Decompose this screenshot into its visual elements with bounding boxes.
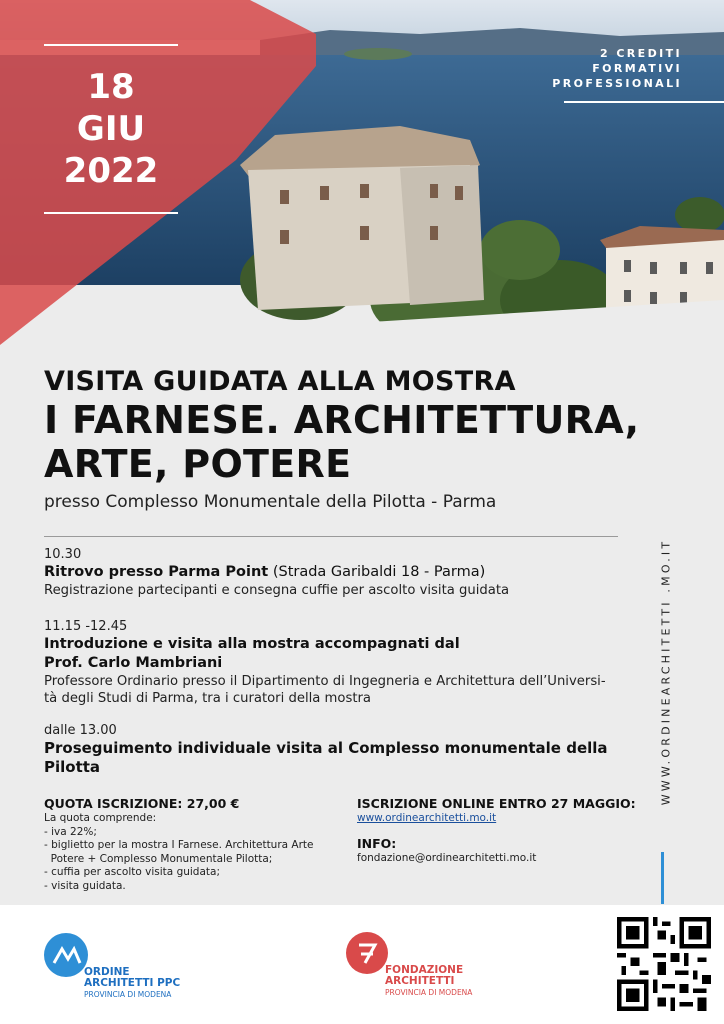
fee-intro: La quota comprende:	[44, 812, 157, 824]
credits-label	[552, 46, 682, 91]
program-title: Ritrovo presso Parma Point	[44, 564, 269, 580]
program-item	[44, 618, 629, 707]
registration-link[interactable]: www.ordinearchitetti.mo.it	[357, 812, 497, 824]
program-desc: tà degli Studi di Parma, tra i curatori della mostra	[44, 691, 372, 706]
venue: presso Complesso Monumentale della Pilotta - Parma	[44, 492, 497, 512]
fee-item: Potere + Complesso Monumentale Pilotta;	[44, 852, 273, 865]
pre-title: VISITA GUIDATA ALLA MOSTRA	[44, 366, 516, 397]
fee-item: - iva 22%;	[44, 825, 97, 838]
fondazione-line3: PROVINCIA DI MODENA	[385, 988, 473, 997]
ordine-line1: ORDINE	[84, 966, 130, 978]
fee-section	[44, 796, 334, 893]
program-desc: Registrazione partecipanti e consegna cuffie per ascolto visita guidata	[44, 583, 510, 598]
divider	[44, 536, 618, 537]
program-time: 10.30	[44, 547, 82, 562]
fondazione-line1: FONDAZIONE	[385, 964, 464, 976]
credits-line: FORMATIVI	[592, 62, 682, 75]
registration-heading: ISCRIZIONE ONLINE ENTRO 27 MAGGIO:	[357, 796, 636, 811]
credits-rule	[564, 101, 724, 103]
fondazione-line2: ARCHITETTI	[385, 975, 455, 987]
vertical-website-text: WWW.ORDINEARCHITETTI .MO.IT	[659, 538, 673, 806]
vertical-website	[656, 512, 676, 832]
credits-line: PROFESSIONALI	[552, 77, 682, 90]
info-email[interactable]: fondazione@ordinearchitetti.mo.it	[357, 851, 537, 864]
qr-code[interactable]	[617, 917, 711, 1011]
info-heading: INFO:	[357, 835, 397, 851]
accent-bar	[661, 852, 664, 904]
fee-item: - visita guidata.	[44, 879, 126, 892]
program-title: Proseguimento individuale visita al Complesso monumentale della Pilotta	[44, 739, 608, 776]
program-title: Introduzione e visita alla mostra accompagnati dal	[44, 636, 460, 652]
ordine-logo-text	[84, 967, 180, 1000]
event-date	[44, 44, 178, 214]
program-title-extra: (Strada Garibaldi 18 - Parma)	[268, 564, 486, 580]
date-day: 18	[87, 67, 135, 107]
program-time: dalle 13.00	[44, 723, 117, 738]
program-desc: Professore Ordinario presso il Dipartimento di Ingegneria e Architettura dell’Universi-	[44, 674, 606, 689]
main-title-line2: ARTE, POTERE	[44, 442, 352, 486]
program-time: 11.15 -12.45	[44, 619, 128, 634]
date-month: GIU	[76, 109, 146, 149]
ordine-line2: ARCHITETTI PPC	[84, 977, 181, 989]
registration-section	[357, 796, 637, 865]
qr-code-icon	[617, 917, 711, 1011]
fee-item: - cuffia per ascolto visita guidata;	[44, 866, 220, 878]
date-bottom-rule	[44, 212, 178, 214]
date-year: 2022	[63, 151, 159, 191]
ordine-line3: PROVINCIA DI MODENA	[84, 990, 172, 999]
fondazione-logo-text	[385, 965, 472, 998]
fee-heading: QUOTA ISCRIZIONE: 27,00 €	[44, 796, 240, 811]
program-item	[44, 722, 629, 777]
main-title-line1: I FARNESE. ARCHITETTURA,	[44, 398, 640, 442]
program-speaker: Prof. Carlo Mambriani	[44, 655, 223, 671]
credits-line: 2 CREDITI	[600, 47, 682, 60]
footer	[0, 905, 724, 1024]
fee-item: - biglietto per la mostra I Farnese. Architettura Arte	[44, 839, 314, 851]
title-block	[44, 366, 664, 512]
program-item	[44, 546, 629, 599]
